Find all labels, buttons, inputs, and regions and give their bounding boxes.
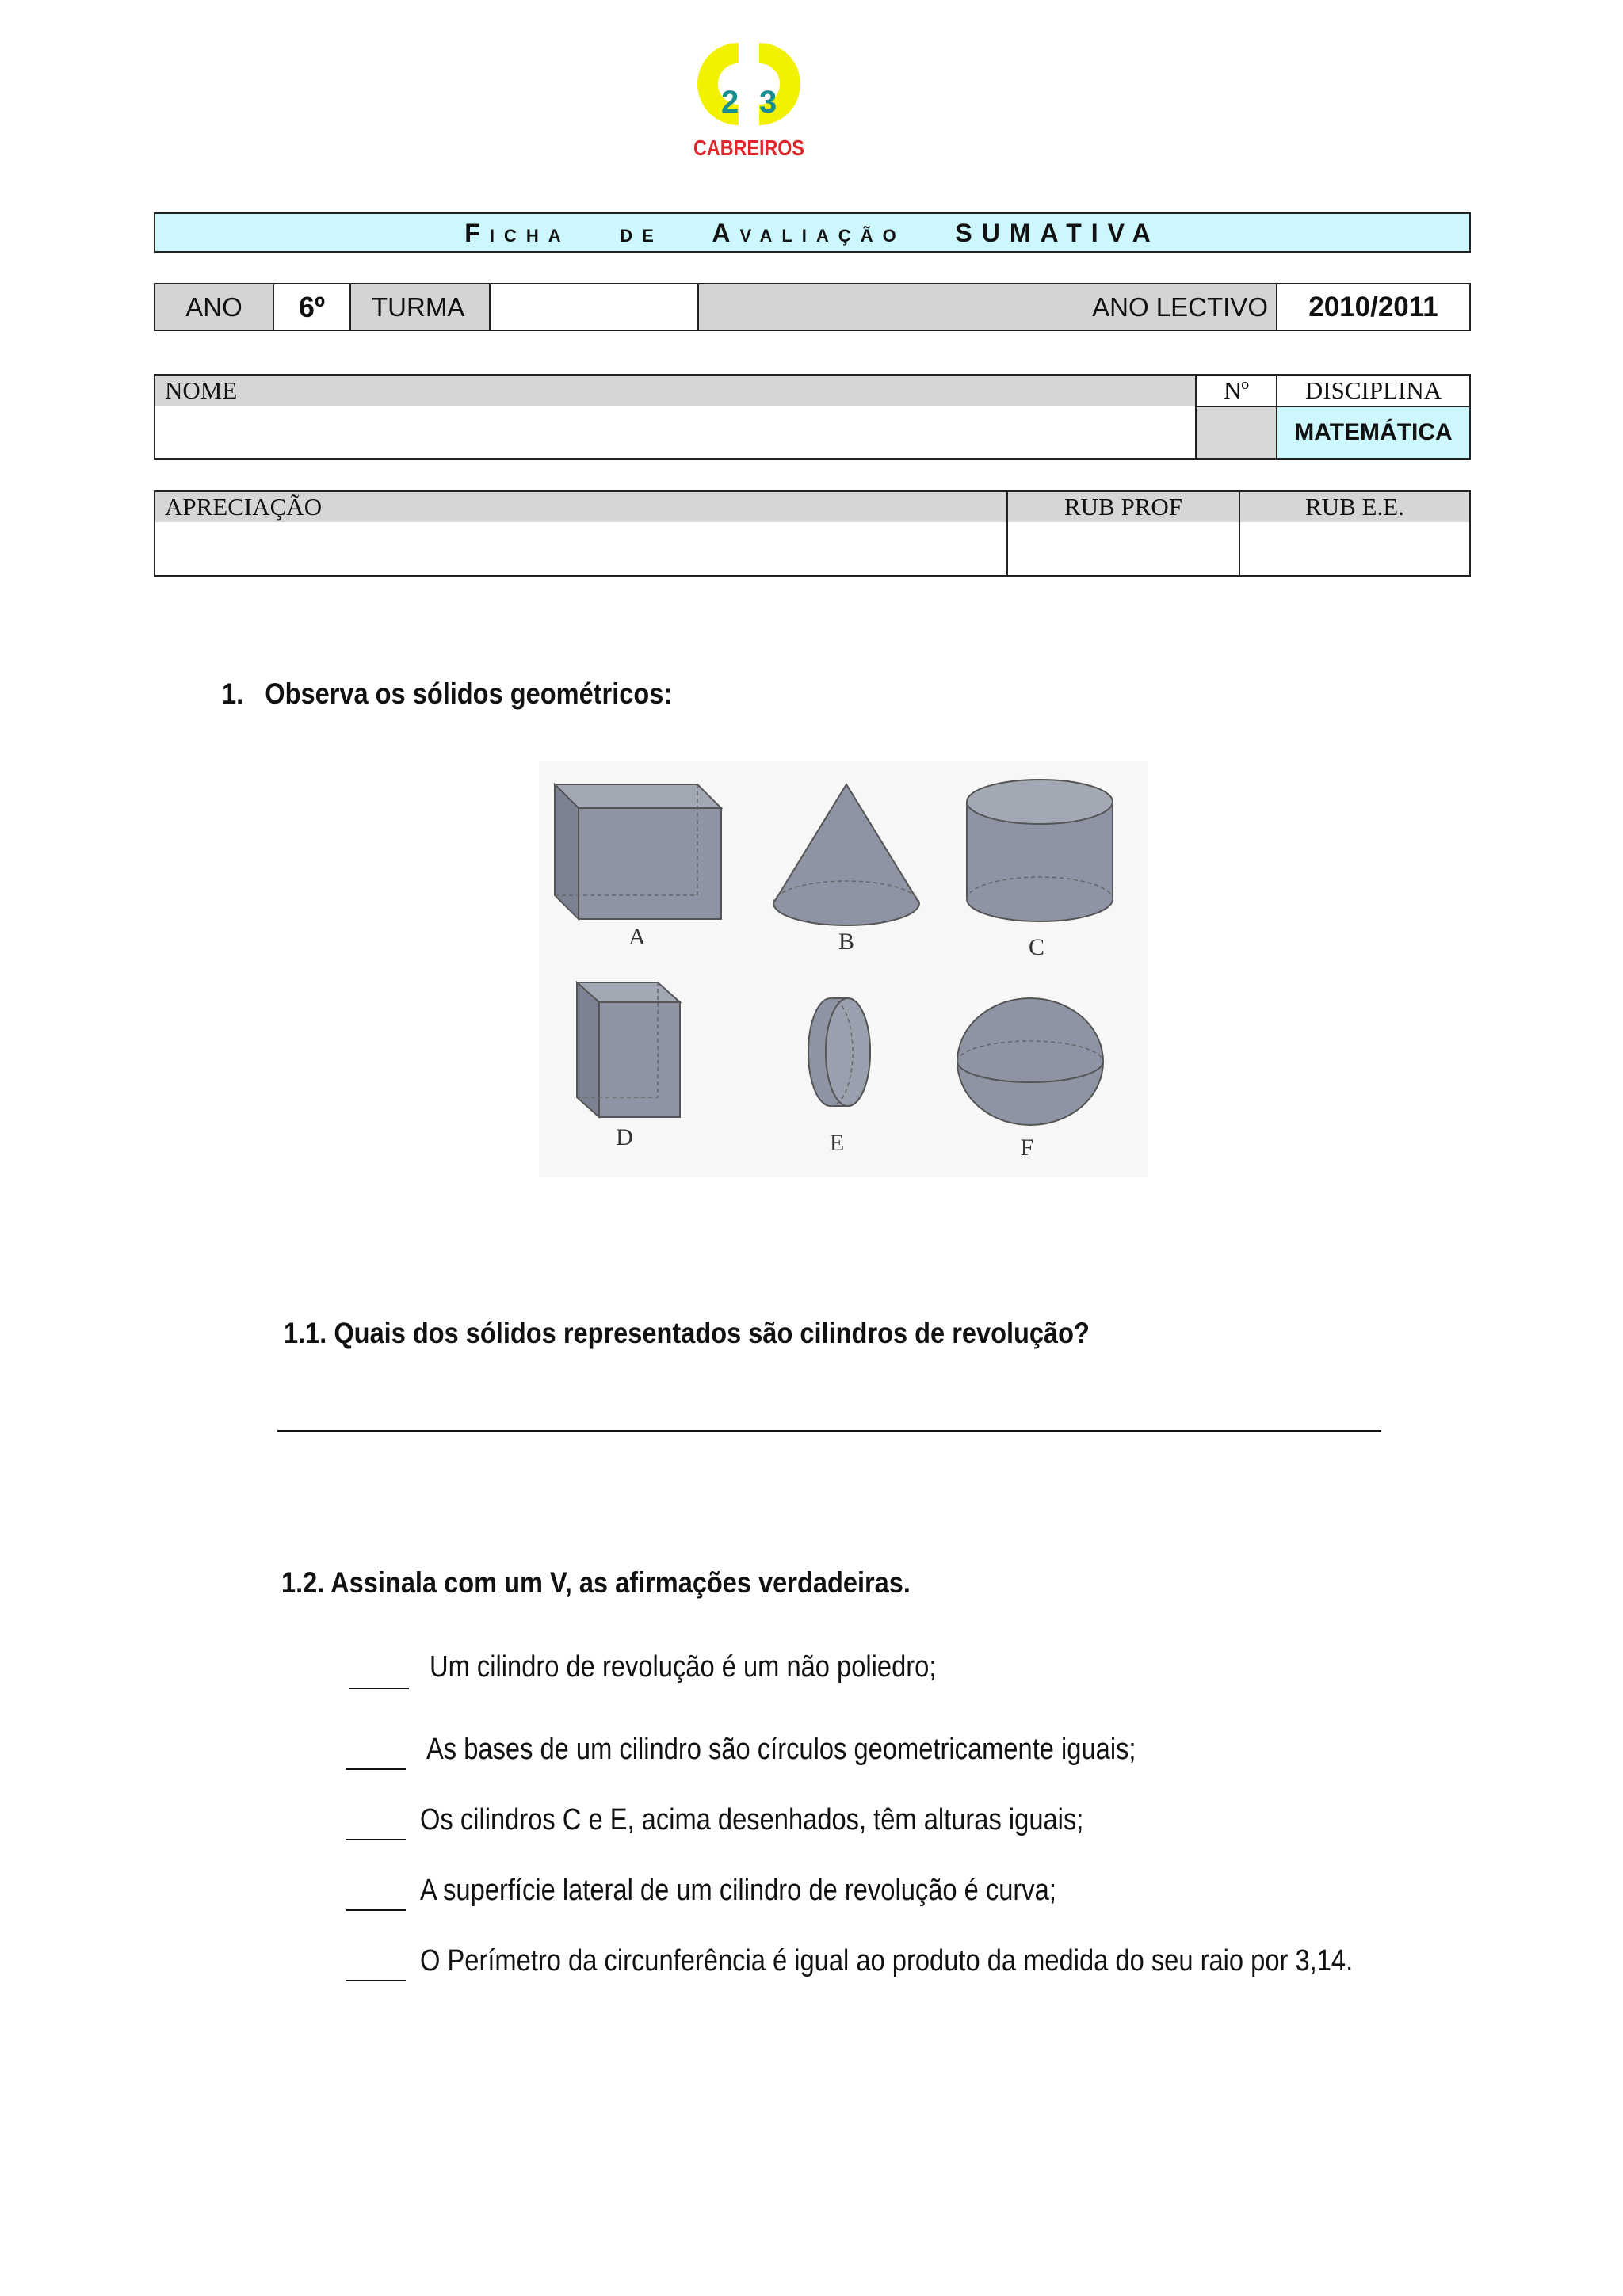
ano-label: ANO [185, 292, 242, 322]
solid-c-cylinder [967, 780, 1113, 921]
question-1: 1. Observa os sólidos geométricos: [222, 677, 673, 710]
school-logo [689, 36, 808, 171]
disciplina-label: DISCIPLINA [1276, 376, 1469, 406]
statement-4: A superfície lateral de um cilindro de revolução é curva; [420, 1874, 1056, 1907]
label-b: B [838, 929, 855, 955]
solid-e-cylinder [808, 998, 870, 1106]
question-1-1: 1.1. Quais dos sólidos representados são cilindros de revolução? [284, 1317, 1090, 1349]
label-f: F [1020, 1135, 1034, 1161]
statement-1: Um cilindro de revolução é um não poliedro; [430, 1650, 937, 1684]
nome-field[interactable] [155, 406, 1195, 458]
solids-figure [539, 761, 1148, 1177]
ano-lectivo-value: 2010/2011 [1276, 284, 1469, 330]
solid-b-cone [773, 784, 919, 925]
label-a: A [628, 924, 646, 950]
solid-d-prism [577, 982, 680, 1117]
answer-line-1-1[interactable] [277, 1430, 1381, 1432]
solid-f-sphere [957, 998, 1103, 1125]
rub-prof-label: RUB PROF [1006, 492, 1239, 522]
statement-2: As bases de um cilindro são círculos geometricamente iguais; [426, 1733, 1136, 1766]
blank-2[interactable] [346, 1768, 406, 1770]
student-id-box [154, 374, 1471, 460]
numero-label: Nº [1195, 376, 1276, 406]
appraisal-box [154, 490, 1471, 577]
blank-3[interactable] [346, 1839, 406, 1840]
turma-label: TURMA [349, 284, 489, 330]
question-1-2: 1.2. Assinala com um V, as afirmações verdadeiras. [281, 1566, 911, 1599]
ano-value: 6º [273, 284, 349, 330]
class-info-row [154, 283, 1471, 331]
logo-name: CABREIROS [693, 135, 804, 160]
document-title: FICHA DE AVALIAÇÃO SUMATIVA [464, 219, 1160, 247]
label-c: C [1028, 934, 1045, 960]
blank-1[interactable] [349, 1688, 409, 1689]
label-e: E [829, 1130, 845, 1156]
nome-label: NOME [155, 376, 1195, 406]
statement-5: O Perímetro da circunferência é igual ao produto da medida do seu raio por 3,14. [420, 1944, 1354, 1978]
turma-value [489, 284, 697, 330]
numero-field[interactable] [1195, 406, 1276, 458]
logo-digit-3: 3 [759, 85, 777, 120]
rub-ee-label: RUB E.E. [1239, 492, 1469, 522]
apreciacao-label: APRECIAÇÃO [155, 492, 1006, 522]
appraisal-divider-2 [1239, 522, 1240, 575]
disciplina-value: MATEMÁTICA [1276, 406, 1469, 458]
ano-lectivo-label: ANO LECTIVO [697, 284, 1276, 330]
solid-a-prism [555, 784, 721, 919]
document-title-box [154, 212, 1471, 253]
label-d: D [616, 1124, 633, 1150]
appraisal-divider-1 [1006, 522, 1008, 575]
statement-3: Os cilindros C e E, acima desenhados, têm alturas iguais; [420, 1803, 1084, 1836]
blank-5[interactable] [346, 1980, 406, 1981]
blank-4[interactable] [346, 1909, 406, 1911]
logo-digit-2: 2 [721, 85, 739, 120]
